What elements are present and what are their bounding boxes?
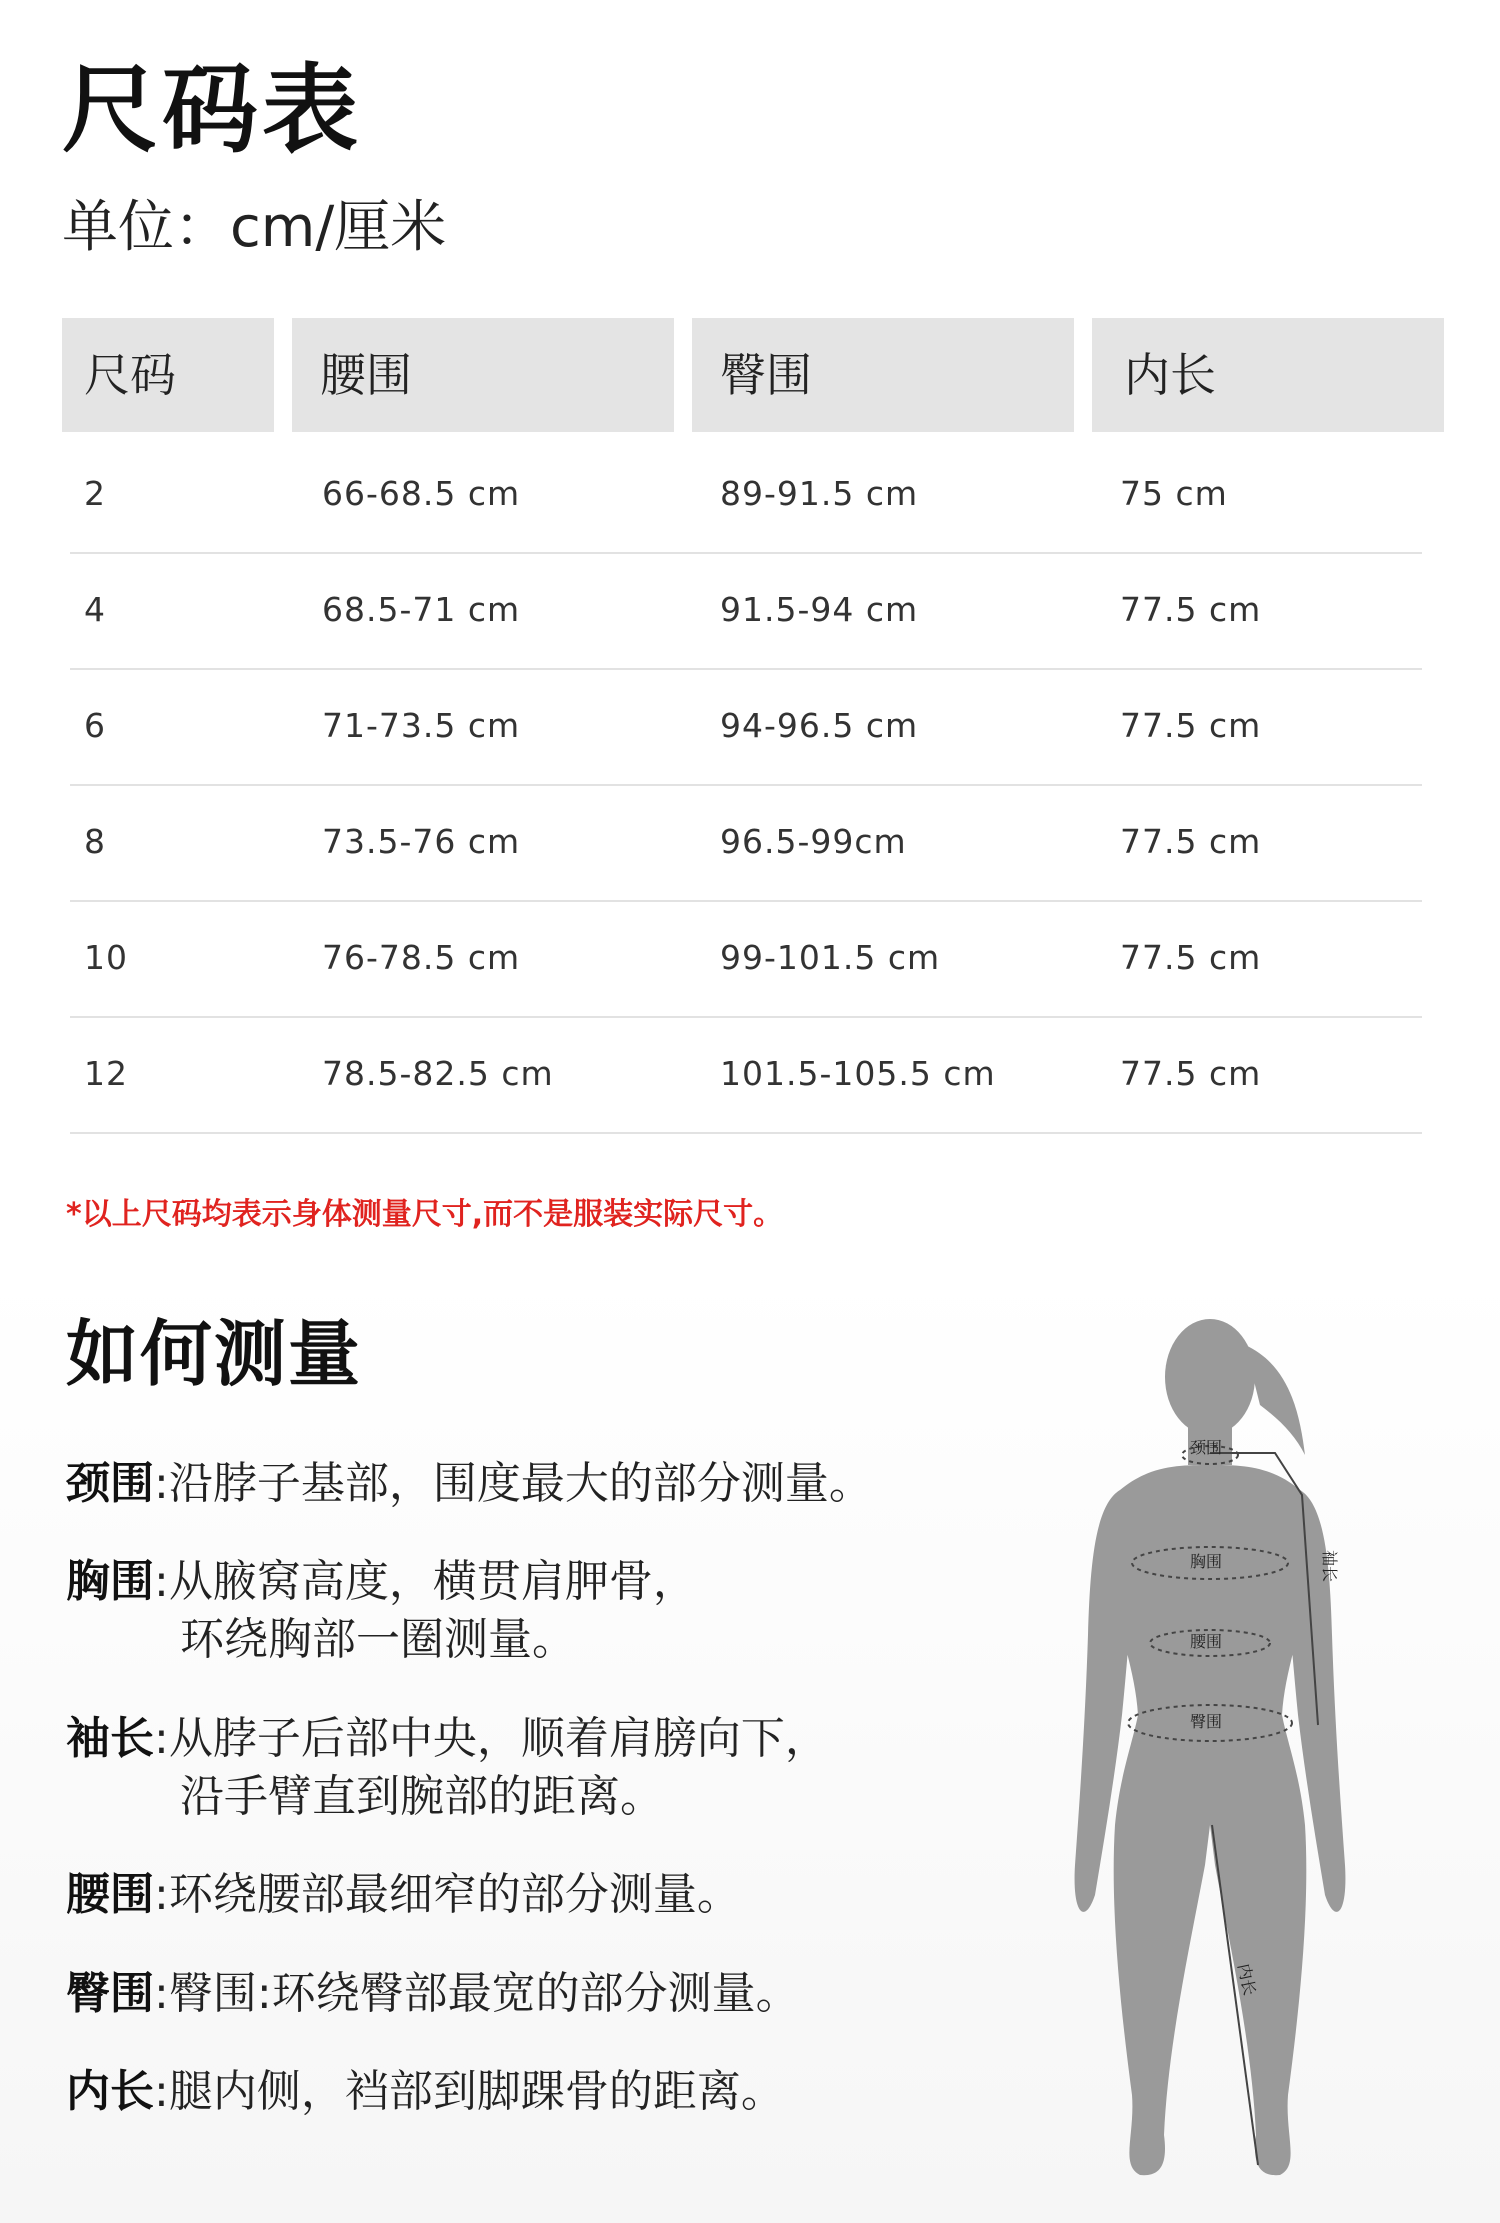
measure-label: 胸围 [66, 1556, 154, 1607]
cell-hip: 91.5-94 cm [720, 590, 919, 629]
chest-label: 胸围 [1190, 1552, 1223, 1571]
measure-text: :沿脖子基部，围度最大的部分测量。 [154, 1458, 873, 1509]
cell-waist: 71-73.5 cm [322, 706, 521, 745]
hip-label: 臀围 [1190, 1712, 1223, 1731]
measure-text: 沿手臂直到腕部的距离。 [180, 1771, 664, 1822]
inseam-label: 内长 [1234, 1961, 1260, 1998]
measure-item [66, 1553, 697, 1611]
cell-size: 4 [84, 590, 106, 629]
cell-inseam: 77.5 cm [1120, 822, 1262, 861]
header-inseam: 内长 [1092, 318, 1444, 432]
cell-waist: 68.5-71 cm [322, 590, 521, 629]
cell-hip: 96.5-99cm [720, 822, 907, 861]
cell-inseam: 77.5 cm [1120, 938, 1262, 977]
table-row [70, 668, 1422, 786]
measure-text: :从脖子后部中央，顺着肩膀向下， [154, 1713, 829, 1764]
cell-waist: 76-78.5 cm [322, 938, 521, 977]
measure-item [66, 2063, 785, 2121]
cell-size: 2 [84, 474, 106, 513]
cell-inseam: 77.5 cm [1120, 590, 1262, 629]
ponytail-shape [1245, 1345, 1305, 1455]
table-row [70, 436, 1422, 554]
measure-text: :环绕腰部最细窄的部分测量。 [154, 1869, 741, 1920]
measure-item [66, 1455, 873, 1513]
cell-inseam: 75 cm [1120, 474, 1228, 513]
cell-waist: 66-68.5 cm [322, 474, 521, 513]
measure-label: 颈围 [66, 1458, 154, 1509]
measure-label: 腰围 [66, 1869, 154, 1920]
header-waist: 腰围 [292, 318, 674, 432]
measure-text: :臀围:环绕臀部最宽的部分测量。 [154, 1968, 800, 2019]
table-row [70, 1016, 1422, 1134]
measure-item [66, 1866, 741, 1924]
how-to-measure-title: 如何测量 [66, 1312, 363, 1396]
cell-inseam: 77.5 cm [1120, 706, 1262, 745]
header-size: 尺码 [62, 318, 274, 432]
cell-waist: 73.5-76 cm [322, 822, 521, 861]
measure-text: :从腋窝高度，横贯肩胛骨， [154, 1556, 697, 1607]
left-leg-shape [1114, 1825, 1210, 2175]
neck-label: 颈围 [1190, 1438, 1223, 1457]
cell-size: 12 [84, 1054, 128, 1093]
measurement-note: *以上尺码均表示身体测量尺寸,而不是服装实际尺寸。 [66, 1197, 784, 1232]
measure-label: 臀围 [66, 1968, 154, 2019]
table-row [70, 900, 1422, 1018]
head-shape [1165, 1319, 1255, 1435]
header-hip: 臀围 [692, 318, 1074, 432]
cell-waist: 78.5-82.5 cm [322, 1054, 554, 1093]
cell-inseam: 77.5 cm [1120, 1054, 1262, 1093]
table-header [0, 318, 1500, 432]
cell-hip: 94-96.5 cm [720, 706, 919, 745]
body-measurement-figure [1060, 1305, 1360, 2185]
measure-text: 环绕胸部一圈测量。 [180, 1614, 576, 1665]
waist-label: 腰围 [1190, 1632, 1223, 1651]
table-row [70, 784, 1422, 902]
unit-label: 单位：cm/厘米 [62, 195, 447, 260]
measure-text: :腿内侧，裆部到脚踝骨的距离。 [154, 2066, 785, 2117]
cell-hip: 101.5-105.5 cm [720, 1054, 996, 1093]
measure-label: 袖长 [66, 1713, 154, 1764]
measure-label: 内长 [66, 2066, 154, 2117]
measure-item [66, 1611, 576, 1669]
cell-size: 6 [84, 706, 106, 745]
page-title: 尺码表 [62, 54, 362, 166]
table-row [70, 552, 1422, 670]
right-leg-shape [1210, 1825, 1306, 2175]
measure-item [66, 1965, 800, 2023]
cell-hip: 89-91.5 cm [720, 474, 919, 513]
cell-size: 10 [84, 938, 128, 977]
cell-size: 8 [84, 822, 106, 861]
measure-item [66, 1768, 664, 1826]
cell-hip: 99-101.5 cm [720, 938, 941, 977]
measure-item [66, 1710, 829, 1768]
sleeve-label: 袖长 [1320, 1550, 1339, 1583]
